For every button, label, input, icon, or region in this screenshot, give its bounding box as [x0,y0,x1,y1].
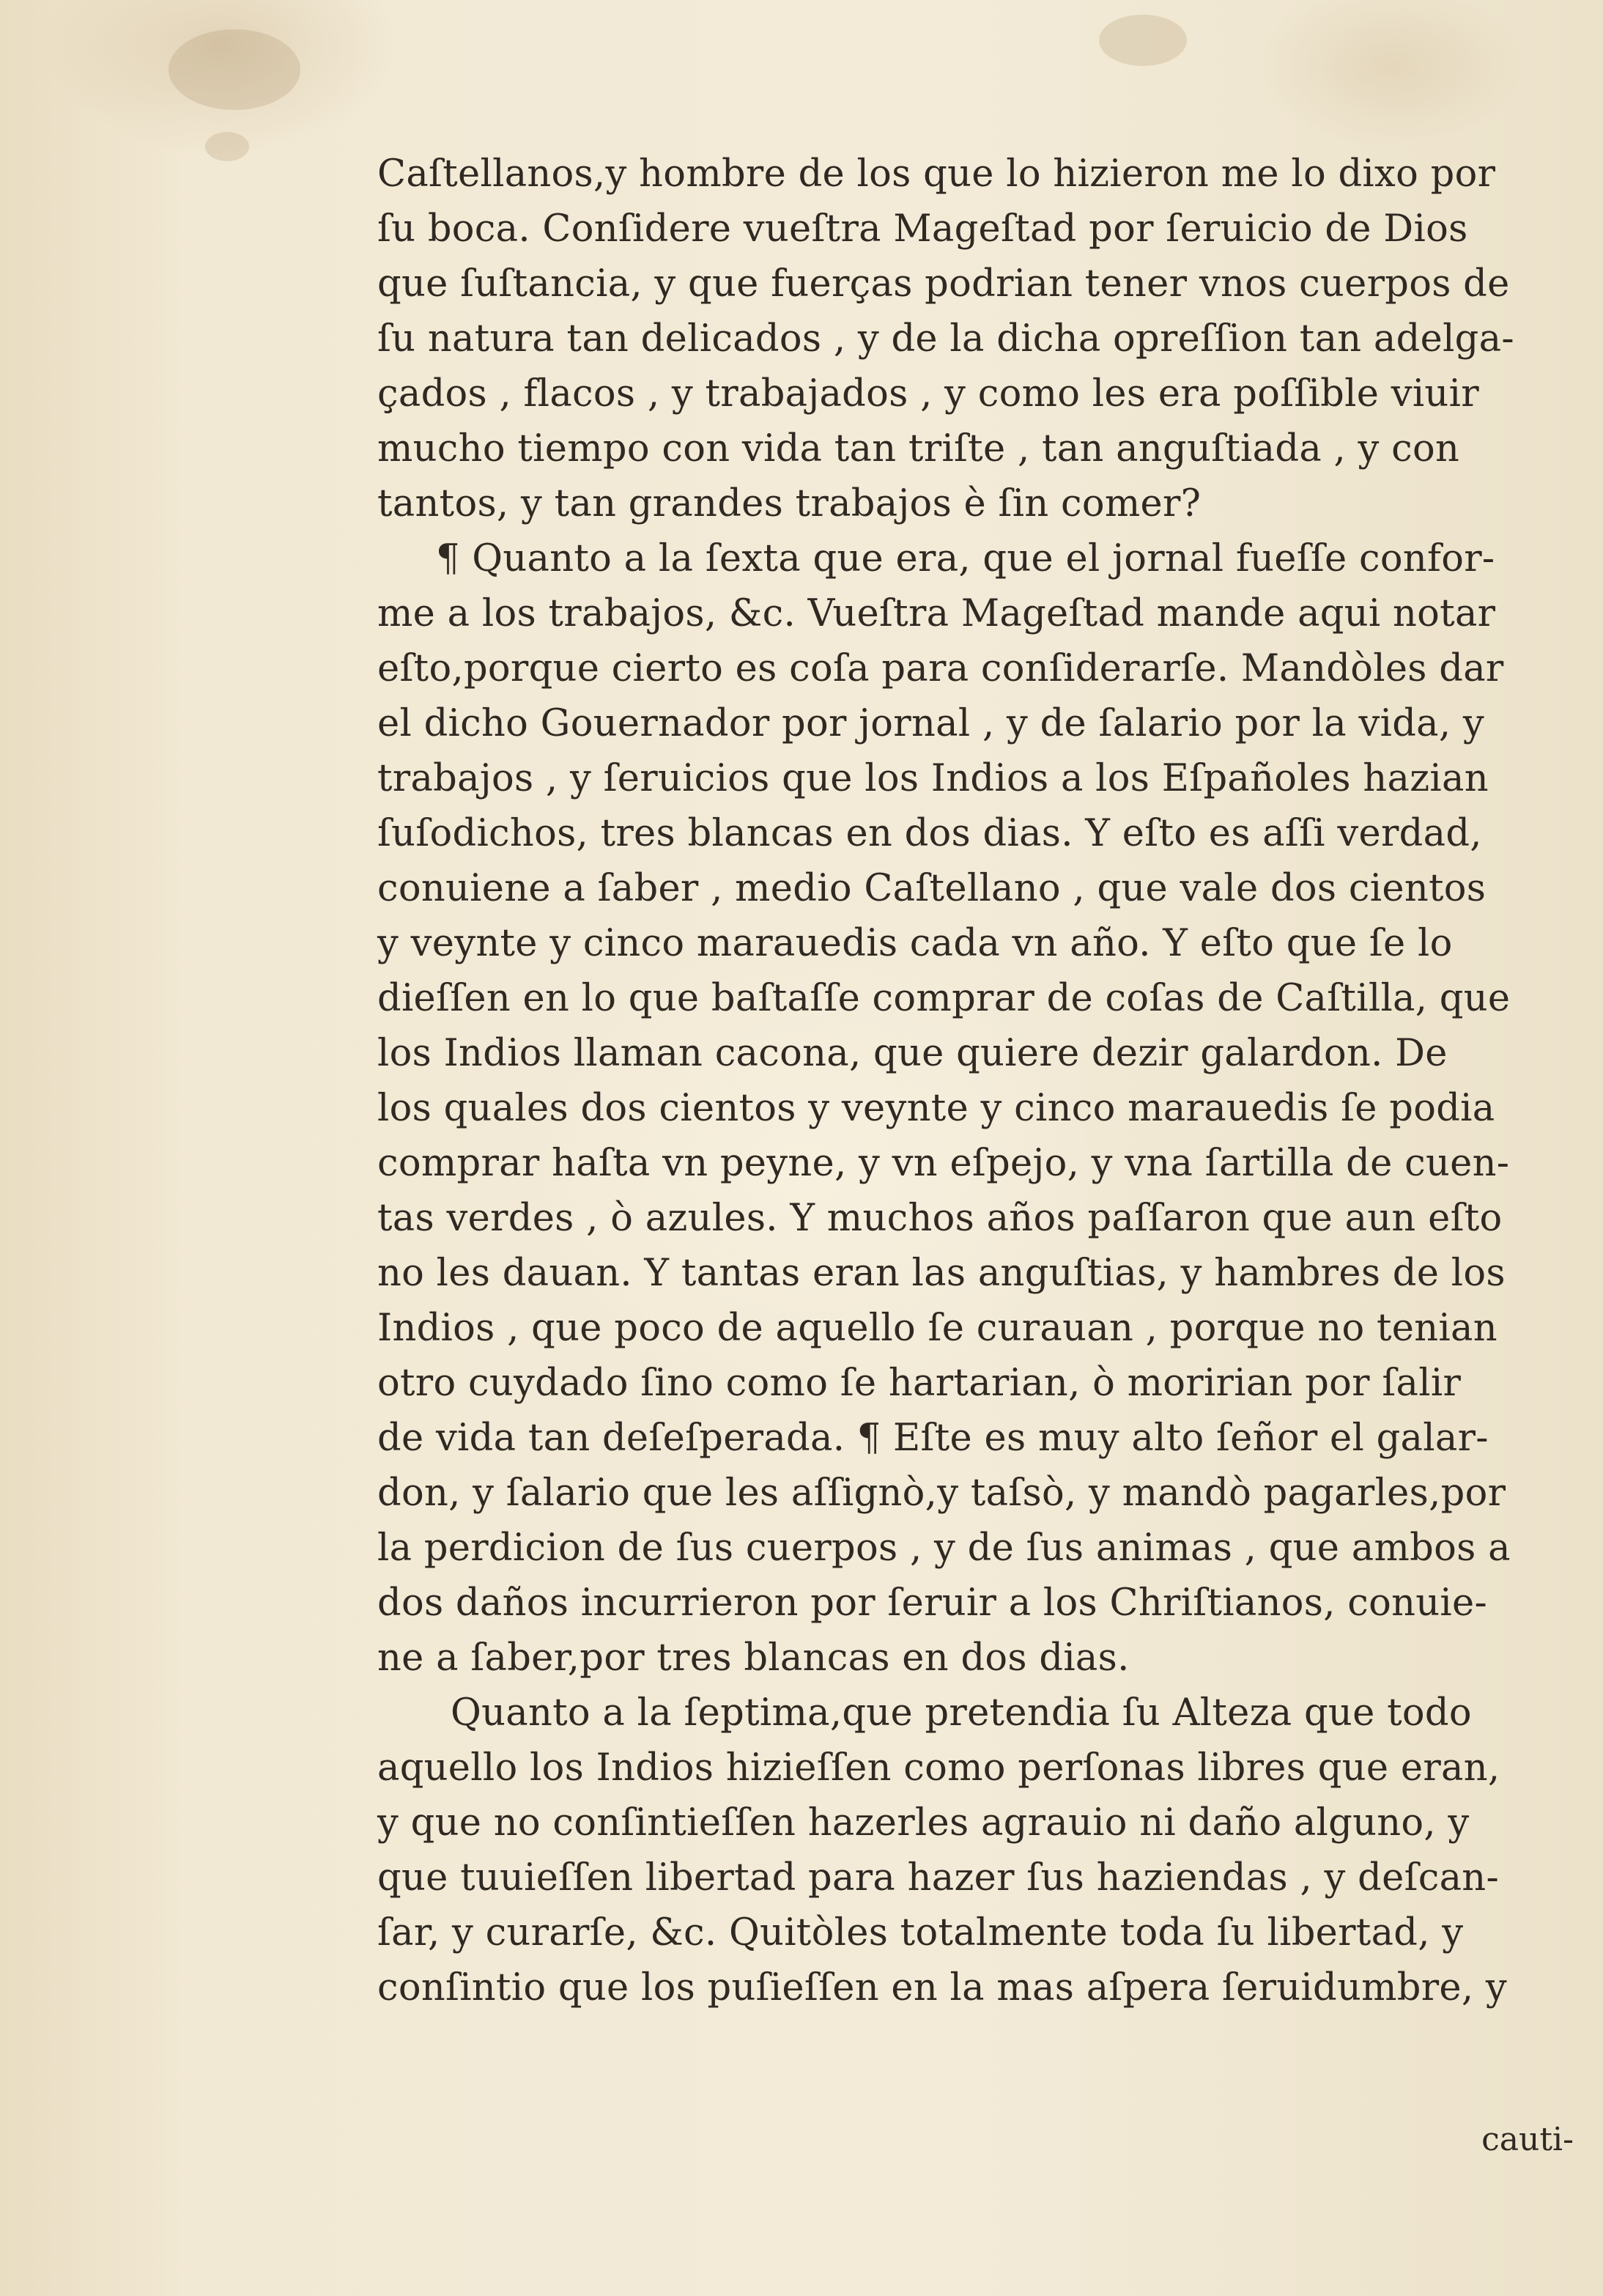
text-line: aquello los Indios hizieſſen como perſonas libres que eran, [377,1746,1500,1790]
text-line: dieſſen en lo que baſtaſſe comprar de coſas de Caſtilla, que [377,977,1511,1020]
text-line: ſar, y curarſe, &c. Quitòles totalmente toda ſu libertad, y [377,1911,1464,1954]
text-line: que tuuieſſen libertad para hazer ſus haziendas , y deſcan- [377,1856,1499,1900]
foxing-stain [1099,15,1187,66]
text-line: Caſtellanos,y hombre de los que lo hizieron me lo dixo por [377,152,1496,196]
foxing-stain [169,29,300,110]
text-line: çados , flacos , y trabajados , y como les era poſſible viuir [377,372,1479,416]
text-line: Indios , que poco de aquello ſe curauan , porque no tenian [377,1307,1498,1350]
text-line: de vida tan deſeſperada. ¶ Eſte es muy alto ſeñor el galar- [377,1417,1489,1460]
text-line: trabajos , y ſeruicios que los Indios a los Eſpañoles hazian [377,757,1489,800]
text-line: tas verdes , ò azules. Y muchos años paſſaron que aun eſto [377,1197,1503,1240]
text-line: que ſuſtancia, y que fuerças podrian tener vnos cuerpos de [377,262,1510,306]
text-line: comprar haſta vn peyne, y vn eſpejo, y vna ſartilla de cuen- [377,1142,1510,1185]
text-line: ¶ Quanto a la ſexta que era, que el jornal fueſſe confor- [436,537,1495,580]
text-line: ſuſodichos, tres blancas en dos dias. Y eſto es aſſi verdad, [377,812,1482,855]
catchword: cauti- [1481,2121,1574,2158]
text-line: tantos, y tan grandes trabajos è ſin comer? [377,482,1202,525]
text-line: conſintio que los puſieſſen en la mas aſpera ſeruidumbre, y [377,1966,1508,2009]
foxing-stain [205,132,249,161]
text-line: ne a ſaber,por tres blancas en dos dias. [377,1636,1130,1680]
text-line: los quales dos cientos y veynte y cinco marauedis ſe podia [377,1087,1495,1130]
text-line: los Indios llaman cacona, que quiere dezir galardon. De [377,1032,1448,1075]
text-line: me a los trabajos, &c. Vueſtra Mageſtad mande aqui notar [377,592,1496,635]
text-line: don, y ſalario que les aſſignò,y taſsò, y mandò pagarles,por [377,1472,1506,1515]
text-line: Quanto a la ſeptima,que pretendia ſu Alteza que todo [451,1691,1472,1735]
text-line: ſu natura tan delicados , y de la dicha opreſſion tan adelga- [377,317,1514,361]
text-line: y veynte y cinco marauedis cada vn año. Y eſto que ſe lo [377,922,1453,965]
text-line: el dicho Gouernador por jornal , y de ſalario por la vida, y [377,702,1485,745]
text-line: otro cuydado ſino como ſe hartarian, ò moririan por ſalir [377,1362,1462,1405]
text-block [377,147,1586,2015]
text-line: no les dauan. Y tantas eran las anguſtias, y hambres de los [377,1252,1506,1295]
text-line: ſu boca. Conſidere vueſtra Mageſtad por ſeruicio de Dios [377,207,1468,251]
text-line: la perdicion de ſus cuerpos , y de ſus animas , que ambos a [377,1527,1511,1570]
text-line: eſto,porque cierto es coſa para conſiderarſe. Mandòles dar [377,647,1504,690]
text-line: y que no conſintieſſen hazerles agrauio ni daño alguno, y [377,1801,1470,1845]
text-line: mucho tiempo con vida tan triſte , tan anguſtiada , y con [377,427,1460,470]
text-line: dos daños incurrieron por ſeruir a los Chriſtianos, conuie- [377,1581,1488,1625]
text-line: conuiene a ſaber , medio Caſtellano , que vale dos cientos [377,867,1487,910]
